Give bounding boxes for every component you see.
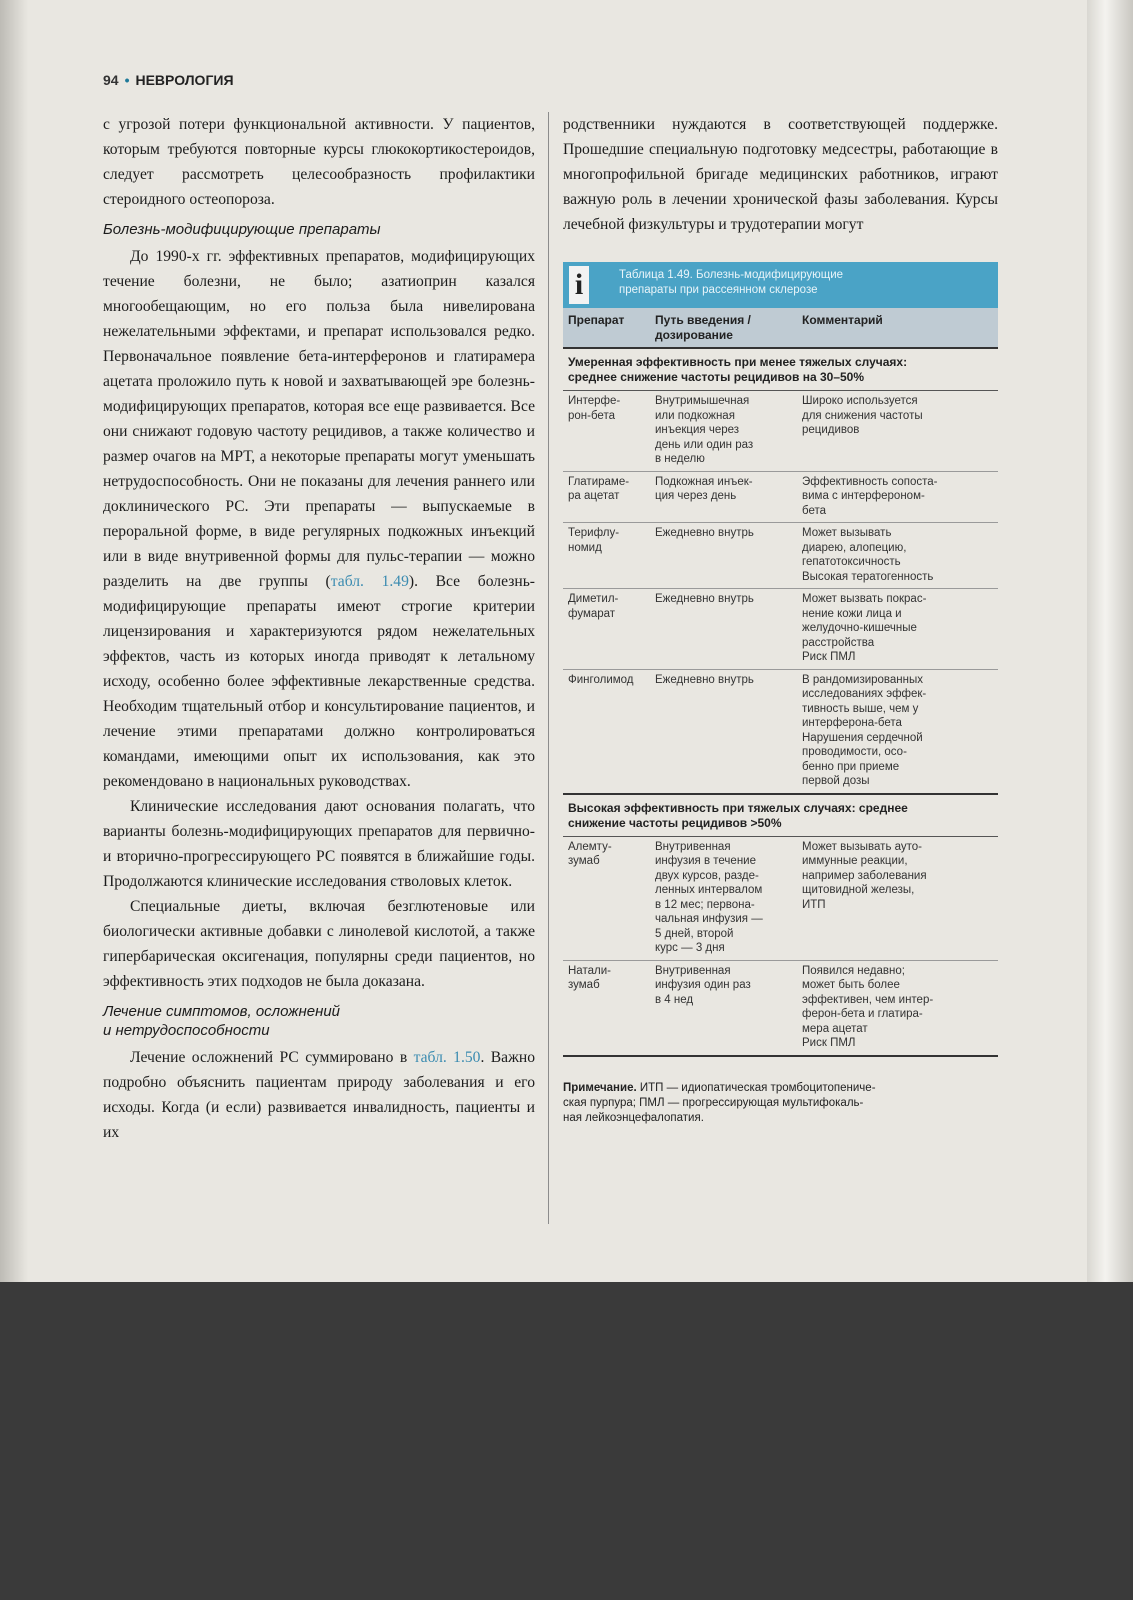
cell-line: Внутривенная <box>655 964 731 977</box>
cell-line: Может вызвать покрас- <box>802 593 927 605</box>
cell-line: нение кожи лица и <box>802 607 902 620</box>
cell-line: исследованиях эффек- <box>802 688 927 700</box>
cell-line: зумаб <box>568 979 600 991</box>
paragraph: Лечение осложнений РС суммировано в табл. 1.50. Важно подробно объяснить пациентам природу заболевания и его исходы. Когда (и если) развивается инвалидность, пациенты и их <box>103 1049 535 1141</box>
right-column <box>563 112 998 237</box>
paragraph: До 1990-х гг. эффективных препаратов, модифицирующих течение болезни, не было; азатиоприн казался многообещающим, но его польза была нивелирована нежелательными эффектами, и препарат использовался редко. Первоначальное появление бета-интерферонов и глатирамера ацетата проложило путь к новой и захватывающей эре болезнь-модифицирующих препаратов, которая все еще развивается. Все они снижают годовую частоту рецидивов, а также количество и размер очагов на МРТ, а некоторые препараты могут уменьшать нетрудоспособность. Они не показаны для лечения раннего или доклинического РС. Эти препараты — выпускаемые в пероральной форме, в виде регулярных подкожных инъекций или в виде внутривенной формы для пульс-терапии — можно разделить на две группы (табл. 1.49). Все болезнь-модифицирующие препараты имеют строгие критерии лицензирования и характеризуются рядом нежелательных эффектов, часть из которых иногда приводят к летальному исходу, особенно более эффективные лекарственные средства. Необходим тщательный отбор и консультирование пациентов, и лечение этими препаратами должно контролироваться командами, имеющими опыт их использования, как это рекомендовано в национальных руководствах. <box>103 248 535 790</box>
cell-line: Натали- <box>568 964 611 977</box>
cell-line: тивность выше, чем у <box>802 702 919 715</box>
cell-line: Ежедневно внутрь <box>655 527 754 539</box>
bullet-icon: • <box>124 72 130 88</box>
cell-line: Финголимод <box>568 673 634 686</box>
table-row <box>563 472 998 524</box>
page-edge <box>1087 0 1133 1282</box>
cell-line: бета <box>802 504 827 517</box>
cell-line: например заболевания <box>802 869 927 882</box>
route-cell <box>651 526 798 584</box>
cell-line: ра ацетат <box>568 490 620 502</box>
table-section-header: Умеренная эффективность при менее тяжелых случаях: среднее снижение частоты рецидивов на 30–50% <box>563 349 998 391</box>
cell-line: в 12 мес; первона- <box>655 898 755 911</box>
cell-line: Диметил- <box>568 593 619 605</box>
cell-line: Ежедневно внутрь <box>655 593 754 605</box>
cell-line: фумарат <box>568 607 616 620</box>
cell-line: Алемту- <box>568 840 612 853</box>
cell-line: рецидивов <box>802 424 860 436</box>
cell-line: Эффективность сопоста- <box>802 475 938 488</box>
cell-line: Интерфе- <box>568 395 621 407</box>
comment-cell <box>798 475 998 519</box>
drug-cell <box>563 964 651 1051</box>
cell-line: ИТП <box>802 898 826 911</box>
route-cell <box>651 964 798 1051</box>
cell-line: инфузия один раз <box>655 979 751 991</box>
cell-line: 5 дней, второй <box>655 927 734 940</box>
table-footnote: Примечание. ИТП — идиопатическая тромбоцитопениче- ская пурпура; ПМЛ — прогрессирующая мультифокаль- ная лейкоэнцефалопатия. <box>563 1081 876 1124</box>
table-row <box>563 523 998 589</box>
paragraph: с угрозой потери функциональной активности. У пациентов, которым требуются повторные курсы глюкокортикостероидов, следует рассмотреть целесообразность профилактики стероидного остеопороза. <box>103 116 535 208</box>
drug-cell <box>563 475 651 519</box>
paragraph: Клинические исследования дают основания полагать, что варианты болезнь-модифицирующих препаратов для первично- и вторично-прогрессирующего РС появятся в ближайшие годы. Продолжаются клинические исследования стволовых клеток. <box>103 798 535 890</box>
table-section-header: Высокая эффективность при тяжелых случаях: среднее снижение частоты рецидивов >50% <box>563 795 998 837</box>
cell-line: гепатотоксичность <box>802 556 901 568</box>
drug-cell <box>563 673 651 789</box>
route-cell <box>651 840 798 956</box>
cell-line: ленных интервалом <box>655 884 763 896</box>
cell-line: ция через день <box>655 490 737 502</box>
cell-line: Появился недавно; <box>802 964 905 977</box>
cell-line: мера ацетат <box>802 1022 868 1035</box>
cell-line: в неделю <box>655 453 705 465</box>
table-row <box>563 837 998 961</box>
page-gutter-shadow <box>0 0 28 1282</box>
drug-cell <box>563 526 651 584</box>
cell-line: В рандомизированных <box>802 673 924 686</box>
cell-line: инъекция через <box>655 424 740 436</box>
cell-line: желудочно-кишечные <box>802 622 917 634</box>
cell-line: первой дозы <box>802 775 870 787</box>
cell-line: инфузия в течение <box>655 855 756 867</box>
column-divider <box>548 112 549 1224</box>
cell-line: Риск ПМЛ <box>802 651 856 663</box>
cell-line: ферон-бета и глатира- <box>802 1008 923 1020</box>
cell-line: день или один раз <box>655 438 754 451</box>
drug-cell <box>563 394 651 467</box>
cell-line: Риск ПМЛ <box>802 1037 856 1049</box>
comment-cell <box>798 964 998 1051</box>
cell-line: может быть более <box>802 979 900 991</box>
comment-cell <box>798 394 998 467</box>
cell-line: бенно при приеме <box>802 760 900 773</box>
cell-line: эффективен, чем интер- <box>802 993 934 1006</box>
cell-line: вима с интерфероном- <box>802 490 925 502</box>
route-cell <box>651 475 798 519</box>
comment-cell <box>798 673 998 789</box>
route-cell <box>651 394 798 467</box>
cell-line: Ежедневно внутрь <box>655 673 754 686</box>
drug-cell <box>563 840 651 956</box>
cell-line: или подкожная <box>655 409 735 422</box>
cell-line: иммунные реакции, <box>802 855 908 867</box>
column-header: Препарат <box>568 313 625 327</box>
route-cell <box>651 673 798 789</box>
drug-table <box>563 262 998 1126</box>
table-row <box>563 670 998 795</box>
table-reference-link[interactable]: табл. 1.49 <box>330 573 409 590</box>
paragraph: Специальные диеты, включая безглютеновые или биологически активные добавки с линолевой кислотой, а также гипербарическая оксигенация, популярны среди пациентов, но эффективность этих подходов не была доказана. <box>103 898 535 990</box>
subheading: Болезнь-модифицирующие препараты <box>103 221 381 238</box>
cell-line: расстройства <box>802 636 875 649</box>
cell-line: диарею, алопецию, <box>802 541 907 554</box>
cell-line: чальная инфузия — <box>655 913 763 925</box>
drug-cell <box>563 592 651 665</box>
comment-cell <box>798 526 998 584</box>
cell-line: Терифлу- <box>568 527 620 539</box>
section-title: НЕВРОЛОГИЯ <box>135 72 234 88</box>
page-number: 94 <box>103 72 119 88</box>
cell-line: в 4 нед <box>655 993 694 1006</box>
table-reference-link[interactable]: табл. 1.50 <box>413 1049 481 1066</box>
cell-line: Высокая тератогенность <box>802 570 934 583</box>
cell-line: Внутримышечная <box>655 395 750 407</box>
left-column <box>103 112 535 1145</box>
column-header: Путь введения / дозирование <box>655 313 751 342</box>
cell-line: Внутривенная <box>655 840 731 853</box>
cell-line: Глатираме- <box>568 475 630 488</box>
paragraph: родственники нуждаются в соответствующей поддержке. Прошедшие специальную подготовку медсестры, работающие в многопрофильной бригаде медицинских работников, играют важную роль в лечении хронической фазы заболевания. Курсы лечебной физкультуры и трудотерапии могут <box>563 116 998 233</box>
table-column-headers <box>563 308 998 349</box>
table-row <box>563 391 998 472</box>
column-header: Комментарий <box>802 313 883 327</box>
info-icon: i <box>569 266 589 304</box>
cell-line: Широко используется <box>802 395 918 407</box>
subheading: Лечение симптомов, осложнений и нетрудоспособности <box>103 1003 341 1039</box>
cell-line: Нарушения сердечной <box>802 731 923 744</box>
cell-line: проводимости, осо- <box>802 746 907 758</box>
cell-line: интерферона-бета <box>802 717 902 729</box>
running-header <box>103 72 234 88</box>
cell-line: курс — 3 дня <box>655 942 725 954</box>
comment-cell <box>798 592 998 665</box>
cell-line: Может вызывать ауто- <box>802 840 923 853</box>
scan-background <box>0 1282 1133 1600</box>
cell-line: щитовидной железы, <box>802 884 915 896</box>
cell-line: Может вызывать <box>802 527 892 539</box>
table-title: Таблица 1.49. Болезнь-модифицирующие препараты при рассеянном склерозе <box>619 269 844 296</box>
cell-line: рон-бета <box>568 409 615 422</box>
cell-line: двух курсов, разде- <box>655 869 759 882</box>
table-row <box>563 961 998 1057</box>
route-cell <box>651 592 798 665</box>
table-title-bar <box>563 262 998 308</box>
cell-line: номид <box>568 541 602 554</box>
cell-line: Подкожная инъек- <box>655 475 753 488</box>
comment-cell <box>798 840 998 956</box>
cell-line: зумаб <box>568 855 600 867</box>
cell-line: для снижения частоты <box>802 409 923 422</box>
table-row <box>563 589 998 670</box>
